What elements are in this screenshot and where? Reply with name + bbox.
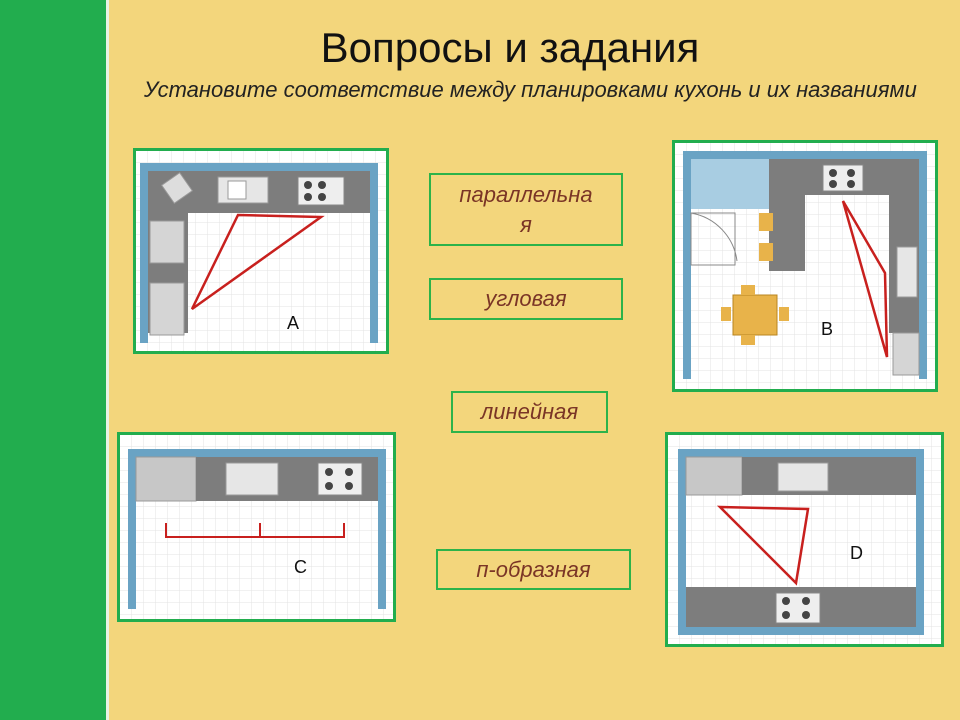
- kitchen-plan-d[interactable]: [665, 432, 944, 647]
- plan-b-letter: B: [821, 319, 834, 339]
- kitchen-plan-c[interactable]: [117, 432, 396, 622]
- green-sidebar: [0, 0, 109, 720]
- plan-a-drawing: [136, 151, 386, 351]
- option-corner[interactable]: [429, 278, 623, 320]
- plan-d-drawing: [668, 435, 941, 644]
- option-parallel-line2: я: [520, 211, 532, 237]
- option-corner-text: угловая: [485, 286, 567, 311]
- option-linear-text: линейная: [480, 399, 579, 424]
- option-linear[interactable]: [451, 391, 608, 433]
- plan-d-letter: D: [850, 543, 863, 563]
- plan-a-letter: A: [287, 313, 300, 333]
- plan-c-drawing: [120, 435, 393, 619]
- plan-b-drawing: [675, 143, 935, 389]
- option-u-text: п-образная: [476, 556, 591, 582]
- instruction-text: Установите соответствие между планировками кухонь и их названиями: [144, 77, 917, 102]
- slide-title: Вопросы и задания: [320, 24, 700, 71]
- option-parallel[interactable]: [429, 173, 623, 246]
- option-parallel-line1: параллельна: [459, 181, 593, 207]
- kitchen-plan-b[interactable]: [672, 140, 938, 392]
- kitchen-plan-a[interactable]: [133, 148, 389, 354]
- plan-c-letter: C: [294, 557, 307, 577]
- option-u-shaped[interactable]: [436, 549, 631, 590]
